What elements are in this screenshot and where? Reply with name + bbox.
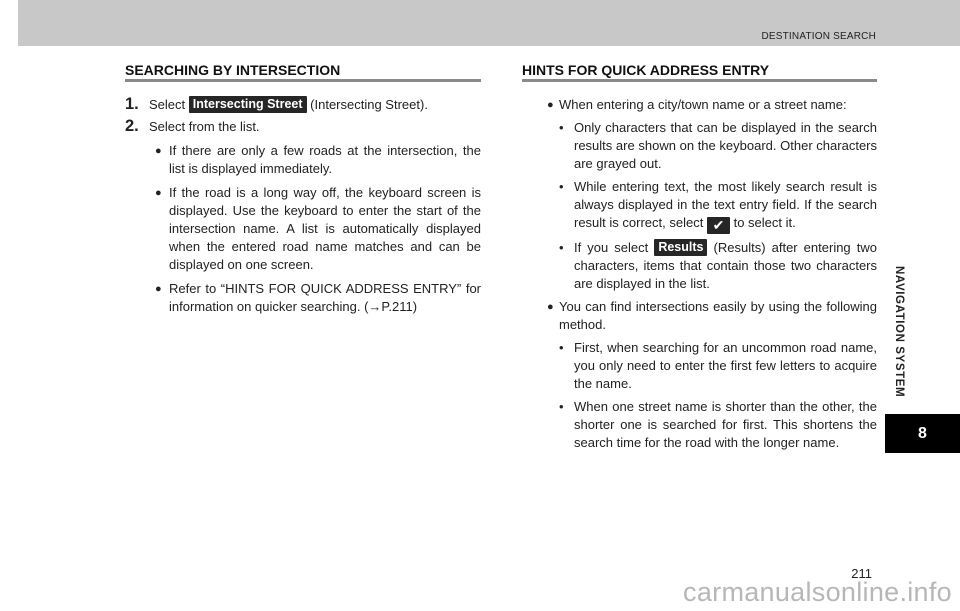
page-number: 211 — [851, 566, 872, 581]
bullet-text: You can find intersections easily by using the following method. — [559, 299, 877, 332]
bullet-dot-icon: ● — [155, 283, 162, 295]
list-item — [155, 280, 481, 316]
intersecting-street-button: Intersecting Street — [189, 96, 307, 113]
sub-list — [559, 339, 877, 452]
header-section-name: DESTINATION SEARCH — [761, 31, 876, 42]
sub-text: When one street name is shorter than the other, the shorter one is searched for first. This shortens the search time for the road with the longer name. — [574, 399, 877, 450]
bullet-dot-icon: ● — [155, 187, 162, 199]
sub-bullet-icon: • — [559, 120, 564, 135]
bullet-text: If there are only a few roads at the intersection, the list is displayed immediately. — [169, 143, 481, 176]
sub-list-item — [559, 398, 877, 452]
sub-list-item — [559, 119, 877, 173]
bullet-dot-icon: ● — [547, 301, 554, 313]
right-title-rule — [522, 79, 877, 82]
bullet-text: Refer to “HINTS FOR QUICK ADDRESS ENTRY” for information on quicker searching. (→P.211) — [169, 281, 481, 314]
left-column — [125, 96, 481, 322]
bullet-dot-icon: ● — [155, 145, 162, 157]
sub-bullet-icon: • — [559, 240, 564, 255]
sub-text: First, when searching for an uncommon road name, you only need to enter the first few letters to acquire the name. — [574, 340, 877, 391]
step-1 — [125, 96, 481, 114]
bullet-text: If the road is a long way off, the keyboard screen is displayed. Use the keyboard to enter the start of the intersection name. A list is automatically displayed when the entered road name matches and can be displayed on one screen. — [169, 185, 481, 272]
sub-list-item — [559, 178, 877, 234]
sub-text: Only characters that can be displayed in the search results are shown on the keyboard. Other characters are grayed out. — [574, 120, 877, 171]
sub-text-part: While entering text, the most likely search result is always displayed in the text entry field. If the search result is correct, select — [574, 179, 877, 230]
step-number: 2. — [125, 117, 139, 135]
left-title-rule — [125, 79, 481, 82]
left-section-title: SEARCHING BY INTERSECTION — [125, 62, 341, 78]
sub-bullet-icon: • — [559, 179, 564, 194]
step-prefix: Select — [149, 97, 186, 112]
step-text — [149, 96, 481, 114]
right-column — [547, 96, 877, 457]
list-item — [155, 184, 481, 274]
sub-text-part: to select it. — [733, 215, 796, 230]
sub-text — [574, 239, 877, 293]
sub-list — [559, 119, 877, 293]
sub-bullet-icon: • — [559, 340, 564, 355]
chapter-number: 8 — [918, 424, 927, 442]
step-suffix: (Intersecting Street). — [310, 97, 428, 112]
sub-text-part: If you select — [574, 240, 649, 255]
sub-bullet-icon: • — [559, 399, 564, 414]
step-2-bullets — [155, 142, 481, 316]
checkmark-icon: ✔ — [707, 217, 730, 234]
right-section-title: HINTS FOR QUICK ADDRESS ENTRY — [522, 62, 770, 78]
bullet-dot-icon: ● — [547, 99, 554, 111]
watermark: carmanualsonline.info — [683, 577, 952, 607]
sub-list-item — [559, 339, 877, 393]
side-tab-label: NAVIGATION SYSTEM — [893, 266, 905, 398]
list-item — [547, 96, 877, 114]
chapter-tab — [885, 414, 960, 453]
bullet-text: When entering a city/town name or a street name: — [559, 97, 847, 112]
sub-text — [574, 178, 877, 234]
list-item — [547, 298, 877, 334]
list-item — [155, 142, 481, 178]
step-2 — [125, 118, 481, 136]
step-text: Select from the list. — [149, 119, 260, 134]
step-number: 1. — [125, 95, 139, 113]
sub-list-item — [559, 239, 877, 293]
sub-text-part: (Results) after entering two characters, items that contain those two characters are displayed in the list. — [574, 240, 877, 291]
results-button: Results — [654, 239, 707, 256]
